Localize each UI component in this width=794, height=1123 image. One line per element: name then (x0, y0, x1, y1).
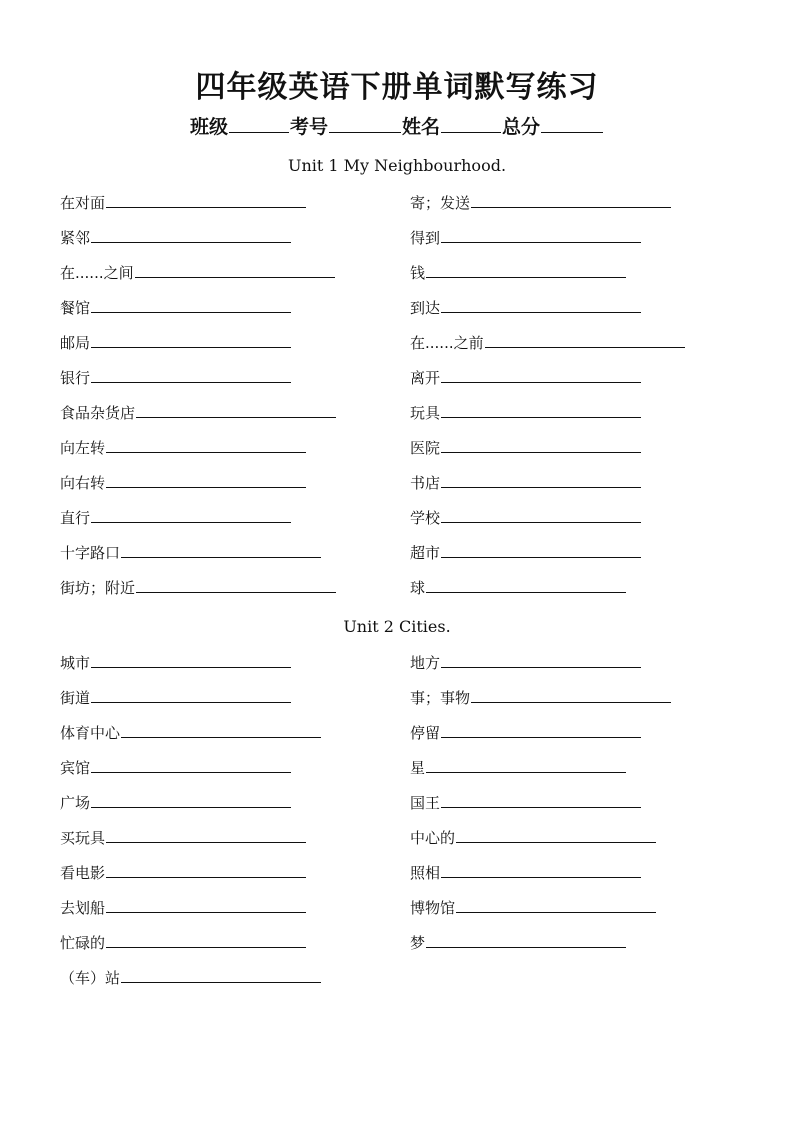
vocab-prompt: 紧邻 (60, 229, 91, 247)
vocab-prompt: 超市 (410, 544, 441, 562)
unit2-title: Unit 2 Cities. (343, 617, 451, 636)
vocab-prompt: 离开 (410, 369, 441, 387)
vocab-prompt: 宾馆 (60, 759, 91, 777)
vocab-entry (60, 333, 291, 353)
vocab-prompt: 直行 (60, 509, 91, 527)
vocab-prompt: （车）站 (60, 969, 121, 987)
answer-line[interactable] (426, 263, 626, 278)
answer-line[interactable] (426, 578, 626, 593)
vocab-entry (410, 543, 641, 563)
vocab-entry (60, 228, 291, 248)
answer-line[interactable] (426, 758, 626, 773)
answer-line[interactable] (91, 228, 291, 243)
score-blank[interactable] (541, 114, 603, 133)
vocab-entry (60, 438, 306, 458)
vocab-prompt: 中心的 (410, 829, 456, 847)
vocab-entry (410, 193, 671, 213)
vocab-entry (60, 653, 291, 673)
vocab-entry (60, 933, 306, 953)
vocab-prompt: 广场 (60, 794, 91, 812)
vocab-prompt: 钱 (410, 264, 426, 282)
vocab-entry (60, 578, 336, 598)
vocab-entry (410, 578, 626, 598)
vocab-prompt: 国王 (410, 794, 441, 812)
answer-line[interactable] (91, 793, 291, 808)
answer-line[interactable] (136, 403, 336, 418)
vocab-prompt: 餐馆 (60, 299, 91, 317)
vocab-prompt: 书店 (410, 474, 441, 492)
name-label: 姓名 (402, 116, 441, 138)
vocab-entry (410, 263, 626, 283)
vocab-prompt: 在......之前 (410, 334, 484, 352)
answer-line[interactable] (441, 793, 641, 808)
number-blank[interactable] (329, 114, 401, 133)
vocab-prompt: 医院 (410, 439, 441, 457)
vocab-entry (410, 793, 641, 813)
vocab-entry (60, 688, 291, 708)
vocab-entry (410, 403, 641, 423)
answer-line[interactable] (485, 333, 685, 348)
answer-line[interactable] (441, 653, 641, 668)
vocab-entry (410, 508, 641, 528)
answer-line[interactable] (441, 508, 641, 523)
answer-line[interactable] (91, 688, 291, 703)
answer-line[interactable] (441, 368, 641, 383)
vocab-entry (60, 863, 306, 883)
answer-line[interactable] (121, 543, 321, 558)
answer-line[interactable] (471, 193, 671, 208)
answer-line[interactable] (91, 508, 291, 523)
answer-line[interactable] (121, 723, 321, 738)
vocab-entry (410, 933, 626, 953)
page-title: 四年级英语下册单词默写练习 (195, 70, 599, 105)
answer-line[interactable] (441, 863, 641, 878)
vocab-prompt: 看电影 (60, 864, 106, 882)
vocab-entry (410, 898, 656, 918)
answer-line[interactable] (441, 403, 641, 418)
vocab-entry (60, 793, 291, 813)
answer-line[interactable] (91, 758, 291, 773)
vocab-prompt: 寄；发送 (410, 194, 471, 212)
vocab-entry (410, 653, 641, 673)
vocab-entry (410, 368, 641, 388)
vocab-prompt: 向左转 (60, 439, 106, 457)
vocab-entry (410, 228, 641, 248)
answer-line[interactable] (121, 968, 321, 983)
vocab-entry (410, 828, 656, 848)
vocab-prompt: 食品杂货店 (60, 404, 136, 422)
vocab-prompt: 街道 (60, 689, 91, 707)
vocab-entry (410, 298, 641, 318)
vocab-prompt: 得到 (410, 229, 441, 247)
vocab-prompt: 玩具 (410, 404, 441, 422)
vocab-prompt: 体育中心 (60, 724, 121, 742)
vocab-entry (60, 368, 291, 388)
vocab-prompt: 到达 (410, 299, 441, 317)
vocab-prompt: 城市 (60, 654, 91, 672)
vocab-prompt: 银行 (60, 369, 91, 387)
vocab-entry (60, 758, 291, 778)
vocab-entry (410, 333, 685, 353)
answer-line[interactable] (441, 298, 641, 313)
answer-line[interactable] (91, 653, 291, 668)
vocab-prompt: 停留 (410, 724, 441, 742)
vocab-prompt: 事；事物 (410, 689, 471, 707)
vocab-prompt: 买玩具 (60, 829, 106, 847)
answer-line[interactable] (91, 333, 291, 348)
answer-line[interactable] (106, 828, 306, 843)
vocab-prompt: 十字路口 (60, 544, 121, 562)
vocab-entry (60, 403, 336, 423)
vocab-prompt: 地方 (410, 654, 441, 672)
vocab-entry (60, 508, 291, 528)
vocab-entry (60, 968, 321, 988)
answer-line[interactable] (441, 228, 641, 243)
answer-line[interactable] (106, 438, 306, 453)
vocab-prompt: 邮局 (60, 334, 91, 352)
answer-line[interactable] (135, 263, 335, 278)
vocab-entry (60, 298, 291, 318)
answer-line[interactable] (441, 473, 641, 488)
answer-line[interactable] (471, 688, 671, 703)
vocab-entry (410, 473, 641, 493)
answer-line[interactable] (136, 578, 336, 593)
vocab-prompt: 博物馆 (410, 899, 456, 917)
score-label: 总分 (502, 116, 541, 138)
vocab-prompt: 学校 (410, 509, 441, 527)
vocab-entry (60, 828, 306, 848)
number-label: 考号 (289, 116, 328, 138)
class-blank[interactable] (229, 114, 289, 133)
vocab-prompt: 街坊；附近 (60, 579, 136, 597)
unit1-title: Unit 1 My Neighbourhood. (287, 156, 507, 175)
vocab-prompt: 梦 (410, 934, 426, 952)
answer-line[interactable] (441, 723, 641, 738)
answer-line[interactable] (426, 933, 626, 948)
vocab-entry (410, 758, 626, 778)
vocab-entry (60, 723, 321, 743)
answer-line[interactable] (106, 193, 306, 208)
vocab-prompt: 在......之间 (60, 264, 134, 282)
answer-line[interactable] (91, 298, 291, 313)
vocab-entry (410, 438, 641, 458)
answer-line[interactable] (106, 473, 306, 488)
vocab-prompt: 照相 (410, 864, 441, 882)
class-label: 班级 (189, 116, 228, 138)
answer-line[interactable] (91, 368, 291, 383)
answer-line[interactable] (106, 933, 306, 948)
name-blank[interactable] (441, 114, 501, 133)
vocab-entry (60, 898, 306, 918)
vocab-prompt: 在对面 (60, 194, 106, 212)
answer-line[interactable] (456, 828, 656, 843)
vocab-entry (410, 863, 641, 883)
student-info-line (0, 112, 794, 139)
vocab-prompt: 星 (410, 759, 426, 777)
answer-line[interactable] (441, 438, 641, 453)
vocab-prompt: 向右转 (60, 474, 106, 492)
answer-line[interactable] (441, 543, 641, 558)
answer-line[interactable] (456, 898, 656, 913)
vocab-prompt: 忙碌的 (60, 934, 106, 952)
vocab-prompt: 去划船 (60, 899, 106, 917)
vocab-entry (60, 193, 306, 213)
vocab-entry (60, 263, 335, 283)
vocab-entry (410, 723, 641, 743)
vocab-entry (410, 688, 671, 708)
vocab-prompt: 球 (410, 579, 426, 597)
answer-line[interactable] (106, 863, 306, 878)
answer-line[interactable] (106, 898, 306, 913)
vocab-entry (60, 543, 321, 563)
vocab-entry (60, 473, 306, 493)
